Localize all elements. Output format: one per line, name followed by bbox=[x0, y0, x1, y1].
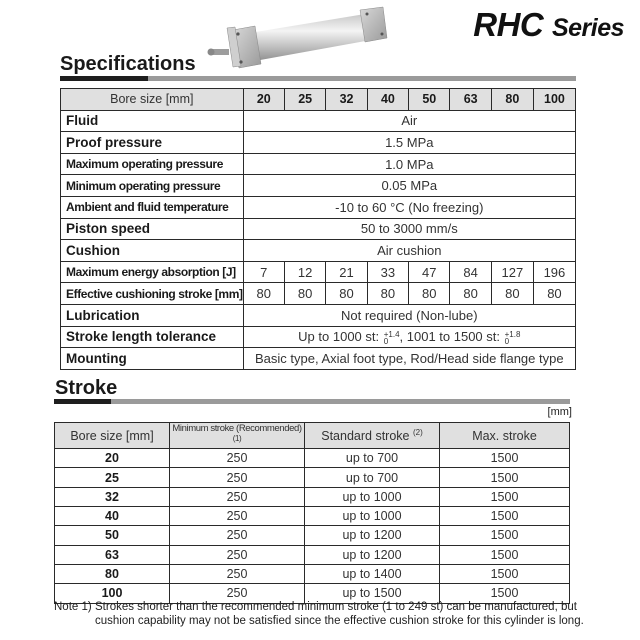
spec-row-cushion bbox=[61, 240, 576, 262]
max-stroke-cell: 1500 bbox=[440, 564, 570, 583]
spec-label: Fluid bbox=[61, 110, 244, 132]
spec-label: Maximum energy absorption [J] bbox=[61, 261, 244, 283]
min-stroke-cell: 250 bbox=[170, 468, 305, 487]
spec-label: Minimum operating pressure bbox=[61, 175, 244, 197]
spec-label: Proof pressure bbox=[61, 132, 244, 154]
spec-label: Ambient and fluid temperature bbox=[61, 196, 244, 218]
max-stroke-header: Max. stroke bbox=[440, 423, 570, 449]
spec-value bbox=[243, 326, 575, 348]
spec-label: Cushion bbox=[61, 240, 244, 262]
bore-col: 63 bbox=[450, 89, 491, 111]
standard-stroke-cell: up to 1200 bbox=[305, 545, 440, 564]
standard-stroke-header-text: Standard stroke bbox=[321, 429, 410, 444]
cushion-stroke-value: 80 bbox=[284, 283, 325, 305]
energy-value: 12 bbox=[284, 261, 325, 283]
tolerance-1-plus: +1.4 bbox=[383, 329, 400, 339]
bore-cell: 25 bbox=[55, 468, 170, 487]
tolerance-part2: , 1001 to 1500 st: bbox=[399, 329, 504, 345]
standard-stroke-cell: up to 1200 bbox=[305, 526, 440, 545]
max-stroke-cell: 1500 bbox=[440, 545, 570, 564]
stroke-table bbox=[54, 422, 570, 604]
spec-value: Air cushion bbox=[243, 240, 575, 262]
min-stroke-header bbox=[170, 423, 305, 449]
bore-size-header: Bore size [mm] bbox=[61, 89, 244, 111]
spec-row-cushion-stroke bbox=[61, 283, 576, 305]
stroke-row bbox=[55, 545, 570, 564]
min-stroke-header-text: Minimum stroke (Recommended) bbox=[172, 423, 302, 434]
bore-col: 25 bbox=[284, 89, 325, 111]
cushion-stroke-value: 80 bbox=[367, 283, 408, 305]
spec-row-energy-absorption bbox=[61, 261, 576, 283]
specifications-table bbox=[60, 88, 576, 370]
spec-label: Lubrication bbox=[61, 304, 244, 326]
cushion-stroke-value: 80 bbox=[409, 283, 450, 305]
max-stroke-cell: 1500 bbox=[440, 449, 570, 468]
standard-stroke-cell: up to 1500 bbox=[305, 584, 440, 603]
spec-row-temperature bbox=[61, 196, 576, 218]
bore-cell: 63 bbox=[55, 545, 170, 564]
bore-size-header: Bore size [mm] bbox=[55, 423, 170, 449]
bore-col: 40 bbox=[367, 89, 408, 111]
specifications-underline bbox=[60, 76, 576, 81]
max-stroke-cell: 1500 bbox=[440, 526, 570, 545]
specifications-underline-accent bbox=[60, 76, 148, 81]
min-stroke-cell: 250 bbox=[170, 449, 305, 468]
tolerance-2-plus: +1.8 bbox=[504, 329, 521, 339]
spec-label: Piston speed bbox=[61, 218, 244, 240]
spec-row-piston-speed bbox=[61, 218, 576, 240]
unit-label: [mm] bbox=[547, 406, 572, 418]
spec-label: Maximum operating pressure bbox=[61, 153, 244, 175]
energy-value: 7 bbox=[243, 261, 284, 283]
note-line-1: Strokes shorter than the recommended minimum stroke (1 to 249 st) can be manufactured, but bbox=[95, 601, 577, 613]
bore-cell: 32 bbox=[55, 487, 170, 506]
min-stroke-cell: 250 bbox=[170, 487, 305, 506]
stroke-row bbox=[55, 449, 570, 468]
standard-stroke-ref: (2) bbox=[412, 428, 423, 437]
energy-value: 127 bbox=[491, 261, 533, 283]
spec-row-proof-pressure bbox=[61, 132, 576, 154]
cushion-stroke-value: 80 bbox=[326, 283, 367, 305]
bore-cell: 80 bbox=[55, 564, 170, 583]
spec-value: 50 to 3000 mm/s bbox=[243, 218, 575, 240]
bore-col: 20 bbox=[243, 89, 284, 111]
stroke-underline bbox=[54, 399, 570, 404]
standard-stroke-cell: up to 1000 bbox=[305, 507, 440, 526]
bore-cell: 100 bbox=[55, 584, 170, 603]
max-stroke-cell: 1500 bbox=[440, 468, 570, 487]
stroke-header-row bbox=[55, 423, 570, 449]
stroke-row bbox=[55, 564, 570, 583]
spec-value: 0.05 MPa bbox=[243, 175, 575, 197]
footnote bbox=[54, 600, 634, 628]
stroke-body bbox=[55, 449, 570, 603]
spec-value: Not required (Non-lube) bbox=[243, 304, 575, 326]
min-stroke-cell: 250 bbox=[170, 584, 305, 603]
stroke-row bbox=[55, 507, 570, 526]
bore-cell: 40 bbox=[55, 507, 170, 526]
min-stroke-cell: 250 bbox=[170, 526, 305, 545]
max-stroke-cell: 1500 bbox=[440, 487, 570, 506]
energy-value: 47 bbox=[409, 261, 450, 283]
spec-row-max-pressure bbox=[61, 153, 576, 175]
min-stroke-cell: 250 bbox=[170, 545, 305, 564]
standard-stroke-header bbox=[305, 423, 440, 449]
spec-value: 1.5 MPa bbox=[243, 132, 575, 154]
bore-cell: 50 bbox=[55, 526, 170, 545]
cushion-stroke-value: 80 bbox=[450, 283, 491, 305]
spec-value: -10 to 60 °C (No freezing) bbox=[243, 196, 575, 218]
series-name: RHC bbox=[473, 6, 544, 43]
standard-stroke-cell: up to 1000 bbox=[305, 487, 440, 506]
stroke-heading: Stroke bbox=[55, 377, 118, 399]
max-stroke-cell: 1500 bbox=[440, 584, 570, 603]
standard-stroke-cell: up to 700 bbox=[305, 468, 440, 487]
air-cylinder-image bbox=[205, 4, 395, 70]
series-label: Series bbox=[551, 14, 624, 42]
energy-value: 84 bbox=[450, 261, 491, 283]
spec-header-row bbox=[61, 89, 576, 111]
bore-cell: 20 bbox=[55, 449, 170, 468]
tolerance-1 bbox=[384, 331, 400, 345]
specifications-heading: Specifications bbox=[60, 53, 196, 75]
bore-col: 80 bbox=[491, 89, 533, 111]
note-label: Note 1) bbox=[54, 601, 92, 613]
spec-row-lubrication bbox=[61, 304, 576, 326]
bore-col: 50 bbox=[409, 89, 450, 111]
spec-label: Stroke length tolerance bbox=[61, 326, 244, 348]
energy-value: 196 bbox=[533, 261, 575, 283]
cushion-stroke-value: 80 bbox=[533, 283, 575, 305]
tolerance-2-minus: 0 bbox=[504, 336, 510, 346]
stroke-row bbox=[55, 526, 570, 545]
note-line-2: cushion capability may not be satisfied since the effective cushion stroke for this cylinder is long. bbox=[95, 615, 584, 627]
stroke-row bbox=[55, 487, 570, 506]
min-stroke-cell: 250 bbox=[170, 507, 305, 526]
series-title bbox=[473, 6, 624, 44]
energy-value: 33 bbox=[367, 261, 408, 283]
max-stroke-cell: 1500 bbox=[440, 507, 570, 526]
bore-col: 32 bbox=[326, 89, 367, 111]
spec-value: 1.0 MPa bbox=[243, 153, 575, 175]
spec-value: Basic type, Axial foot type, Rod/Head side flange type bbox=[243, 348, 575, 370]
min-stroke-ref: (1) bbox=[232, 434, 242, 443]
spec-row-mounting bbox=[61, 348, 576, 370]
spec-row-stroke-tolerance bbox=[61, 326, 576, 348]
tolerance-part1: Up to 1000 st: bbox=[298, 329, 383, 345]
stroke-underline-accent bbox=[54, 399, 111, 404]
energy-value: 21 bbox=[326, 261, 367, 283]
standard-stroke-cell: up to 1400 bbox=[305, 564, 440, 583]
cushion-stroke-value: 80 bbox=[243, 283, 284, 305]
min-stroke-cell: 250 bbox=[170, 564, 305, 583]
spec-value: Air bbox=[243, 110, 575, 132]
spec-label: Mounting bbox=[61, 348, 244, 370]
bore-col: 100 bbox=[533, 89, 575, 111]
spec-label: Effective cushioning stroke [mm] bbox=[61, 283, 244, 305]
cushion-stroke-value: 80 bbox=[491, 283, 533, 305]
standard-stroke-cell: up to 700 bbox=[305, 449, 440, 468]
spec-row-min-pressure bbox=[61, 175, 576, 197]
spec-row-fluid bbox=[61, 110, 576, 132]
tolerance-1-minus: 0 bbox=[383, 336, 389, 346]
stroke-row bbox=[55, 468, 570, 487]
tolerance-2 bbox=[505, 331, 521, 345]
